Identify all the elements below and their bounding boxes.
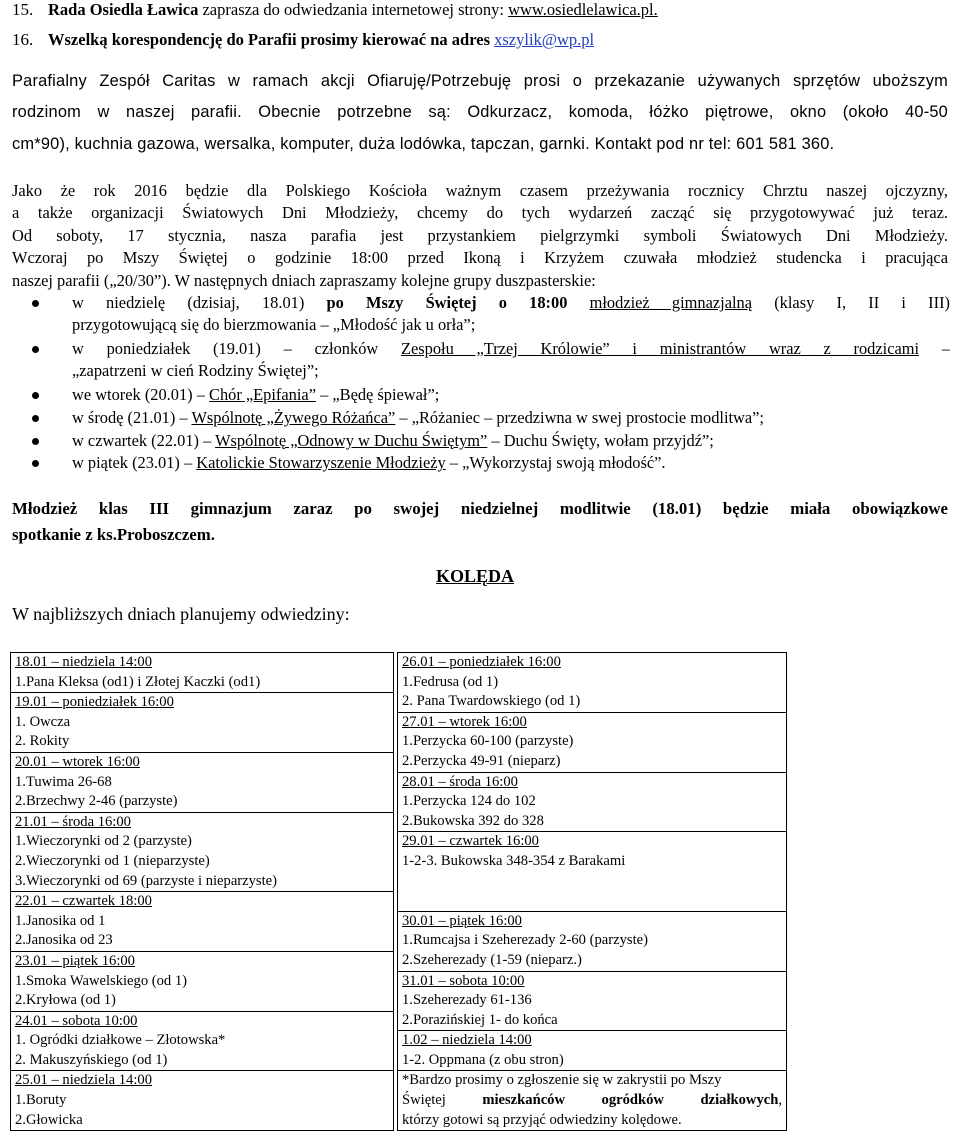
caritas-paragraph [12,70,948,155]
koleda-row [11,752,394,812]
bullet-text [72,292,950,314]
bullet-text-underlined: Wspólnotę „Odnowy w Duchu Świętym” [215,431,488,450]
caritas-line: cm*90), kuchnia gazowa, wersalka, komputer, duża lodówka, tapczan, garnki. Kontakt pod nr tel: 601 581 360. [12,135,835,153]
koleda-address: 2.Kryłowa (od 1) [15,992,116,1009]
koleda-cell [11,1071,394,1131]
bullet-text-underlined: Katolickie Stowarzyszenie Młodzieży [196,453,446,472]
wyd-line: Jako że rok 2016 będzie dla Polskiego Kościoła ważnym czasem przeżywania rocznicy Chrztu naszej ojczyzny, [12,181,948,200]
koleda-address: 2.Janosika od 23 [15,932,113,949]
koleda-address: 2. Pana Twardowskiego (od 1) [402,693,581,710]
koleda-address: 2. Makuszyńskiego (od 1) [15,1051,168,1068]
koleda-note-bold: mieszkańców ogródków działkowych [482,1092,779,1109]
koleda-date: 18.01 – niedziela 14:00 [15,654,152,670]
koleda-cell [398,971,787,1031]
koleda-row [398,1031,787,1071]
bullet-text-underlined: Zespołu „Trzej Królowie” i ministrantów wraz z rodzicami [400,339,920,358]
koleda-cell [398,1071,787,1131]
koleda-address: 2.Perzycka 49-91 (nieparz) [402,752,561,769]
koleda-cell [11,951,394,1011]
koleda-note-line [402,1091,782,1111]
wyd-line: Wczoraj po Mszy Świętej o godzinie 18:00 przed Ikoną i Krzyżem czuwała młodzież studencka i pracująca [12,248,948,268]
koleda-date: 27.01 – wtorek 16:00 [402,713,527,730]
bullet-text [72,338,950,360]
koleda-cell [11,892,394,952]
koleda-date: 23.01 – piątek 16:00 [15,952,135,969]
koleda-note-part: Świętej [402,1092,483,1109]
bullet-text-underlined: Chór „Epifania” [209,385,316,404]
koleda-address: 1.Smoka Wawelskiego (od 1) [15,972,188,989]
koleda-address: 1.Wieczorynki od 2 (parzyste) [15,833,192,850]
koleda-address: 1.Rumcajsa i Szeherezady 2-60 (parzyste) [402,932,648,949]
koleda-address: 1.Perzycka 124 do 102 [402,793,536,810]
announcement-16 [12,30,594,50]
caritas-line: Parafialny Zespół Caritas w ramach akcji Ofiaruję/Potrzebuję prosi o przekazanie używanych sprzętów uboższym [12,72,948,90]
email-link[interactable]: xszylik@wp.pl [494,30,595,49]
koleda-cell [398,911,787,971]
bullet-text-part: w czwartek (22.01) – [72,431,216,450]
koleda-cell [11,693,394,753]
koleda-note-line: którzy gotowi są przyjąć odwiedziny kolędowe. [402,1111,682,1128]
koleda-address: 2. Rokity [15,733,70,750]
koleda-cell [398,1031,787,1071]
koleda-address: 2.Wieczorynki od 1 (nieparzyste) [15,852,210,869]
wyd-line: a także organizacji Światowych Dni Młodzieży, chcemy do tych wydarzeń zacząć się przygotowywać już teraz. [12,203,948,223]
koleda-address: 1.Pana Kleksa (od1) i Złotej Kaczki (od1) [15,673,261,690]
koleda-cell [398,772,787,832]
koleda-address [402,891,782,911]
bullet-text-part: w niedzielę (dzisiaj, 18.01) [72,293,327,312]
koleda-row [398,653,787,713]
koleda-address: 2.Porazińskiej 1- do końca [402,1011,558,1028]
koleda-cell [398,712,787,772]
bullet-text-underlined: Wspólnotę „Żywego Różańca” [191,408,396,427]
bullet-icon [32,415,39,422]
koleda-note-line: *Bardzo prosimy o zgłoszenie się w zakrystii po Mszy [402,1072,722,1089]
koleda-address: 1.Fedrusa (od 1) [402,673,499,690]
bullet-text-part: – [919,339,951,358]
koleda-date: 26.01 – poniedziałek 16:00 [402,654,561,670]
bullet-item [38,292,950,338]
koleda-row [398,911,787,971]
koleda-address: 1.Szeherezady 61-136 [402,992,532,1009]
koleda-address: 1-2-3. Bukowska 348-354 z Barakami [402,852,626,869]
koleda-cell [11,653,394,693]
wyd-line: Od soboty, 17 stycznia, nasza parafia jest przystankiem pielgrzymki symboli Światowych Dni Młodzieży. [12,225,948,245]
koleda-address: 3.Wieczorynki od 69 (parzyste i nieparzyste) [15,872,277,889]
koleda-date: 31.01 – sobota 10:00 [402,972,525,989]
bullet-icon [32,438,39,445]
bullet-text [72,452,950,474]
caritas-line: rodzinom w naszej parafii. Obecnie potrzebne są: Odkurzacz, komoda, łóżko piętrowe, okno (około 40-50 [12,103,948,121]
bullet-text-part: w piątek (23.01) – [72,453,197,472]
bullet-text-underlined: młodzież gimnazjalną [589,293,753,312]
announcement-15 [12,0,658,20]
koleda-date: 19.01 – poniedziałek 16:00 [15,694,174,711]
koleda-date: 1.02 – niedziela 14:00 [402,1032,532,1049]
bullet-text-part: – „Różaniec – przedziwna w swej prostocie modlitwa”; [395,408,764,427]
announcement-15-bold: Rada Osiedla Ławica [48,0,199,19]
koleda-row [398,712,787,772]
koleda-date: 24.01 – sobota 10:00 [15,1012,138,1029]
bullet-text-part: w środę (21.01) – [72,408,192,427]
koleda-table-right [397,652,787,1131]
koleda-table-left [10,652,394,1131]
koleda-row [11,1071,394,1131]
bullet-text-part: w poniedziałek (19.01) – członków [72,339,401,358]
bullet-icon [32,300,39,307]
bullet-continuation: „zapatrzeni w cień Rodziny Świętej”; [72,361,319,380]
koleda-title: KOLĘDA [436,566,515,586]
bullet-icon [32,460,39,467]
koleda-address: 2.Szeherezady (1-59 (nieparz.) [402,951,582,968]
website-link[interactable]: www.osiedlelawica.pl. [508,0,658,19]
bullet-continuation: przygotowującą się do bierzmowania – „Młodość jak u orła”; [72,315,476,334]
koleda-date: 21.01 – środa 16:00 [15,813,131,830]
koleda-row [11,951,394,1011]
koleda-address: 2.Brzechwy 2-46 (parzyste) [15,793,178,810]
bold-note-line: spotkanie z ks.Proboszczem. [12,525,215,544]
announcement-number: 16. [12,30,34,49]
koleda-cell [398,832,787,911]
bullet-text [72,384,950,406]
bullet-text-part: – „Będę śpiewał”; [315,385,440,404]
koleda-row [398,971,787,1031]
bullet-text-part: – „Wykorzystaj swoją młodość”. [445,453,666,472]
announcement-15-text: zaprasza do odwiedzania internetowej strony: [198,0,509,19]
koleda-date: 30.01 – piątek 16:00 [402,912,522,929]
koleda-address: 1.Janosika od 1 [15,912,106,929]
wyd-paragraph [12,180,948,292]
koleda-date: 20.01 – wtorek 16:00 [15,753,140,770]
koleda-row [398,832,787,911]
koleda-address: 1-2. Oppmana (z obu stron) [402,1051,564,1068]
bullet-text-part [567,293,589,312]
koleda-address: 1.Perzycka 60-100 (parzyste) [402,733,574,750]
bullet-text-part: (klasy I, II i III) [752,293,950,312]
bullet-icon [32,346,39,353]
koleda-row [398,772,787,832]
bullet-text [72,407,950,429]
koleda-address: 1.Tuwima 26-68 [15,773,112,790]
bold-note [12,496,948,548]
koleda-row [11,693,394,753]
koleda-note-part: , [778,1092,782,1109]
bullet-icon [32,392,39,399]
koleda-date: 22.01 – czwartek 18:00 [15,893,152,910]
koleda-subtitle: W najbliższych dniach planujemy odwiedziny: [12,604,350,624]
koleda-row [398,1071,787,1131]
koleda-row [11,892,394,952]
announcement-16-bold: Wszelką korespondencję do Parafii prosimy kierować na adres [48,30,490,49]
koleda-date: 29.01 – czwartek 16:00 [402,833,539,850]
koleda-cell [11,752,394,812]
wyd-line: naszej parafii („20/30”). W następnych dniach zapraszamy kolejne grupy duszpasterskie: [12,270,596,290]
koleda-address: 1. Ogródki działkowe – Złotowska* [15,1032,226,1049]
announcement-number: 15. [12,0,34,19]
bullet-text [72,430,950,452]
koleda-row [11,653,394,693]
bullet-text-part: – Duchu Święty, wołam przyjdź”; [487,431,714,450]
bullet-item [38,338,950,384]
bullet-text-part: we wtorek (20.01) – [72,385,210,404]
bold-note-line: Młodzież klas III gimnazjum zaraz po swojej niedzielnej modlitwie (18.01) będzie miała obowiązkowe [12,499,948,518]
koleda-cell [11,812,394,891]
koleda-cell [11,1011,394,1071]
koleda-row [11,812,394,891]
koleda-date: 28.01 – środa 16:00 [402,773,518,790]
koleda-cell [398,653,787,713]
bullet-text-bold: po Mszy Świętej o 18:00 [326,293,568,312]
koleda-address: 1.Boruty [15,1092,67,1109]
koleda-address [402,872,782,892]
koleda-address: 2.Bukowska 392 do 328 [402,812,544,829]
koleda-date: 25.01 – niedziela 14:00 [15,1072,152,1089]
koleda-row [11,1011,394,1071]
koleda-address: 1. Owcza [15,713,71,730]
koleda-address: 2.Głowicka [15,1111,83,1128]
